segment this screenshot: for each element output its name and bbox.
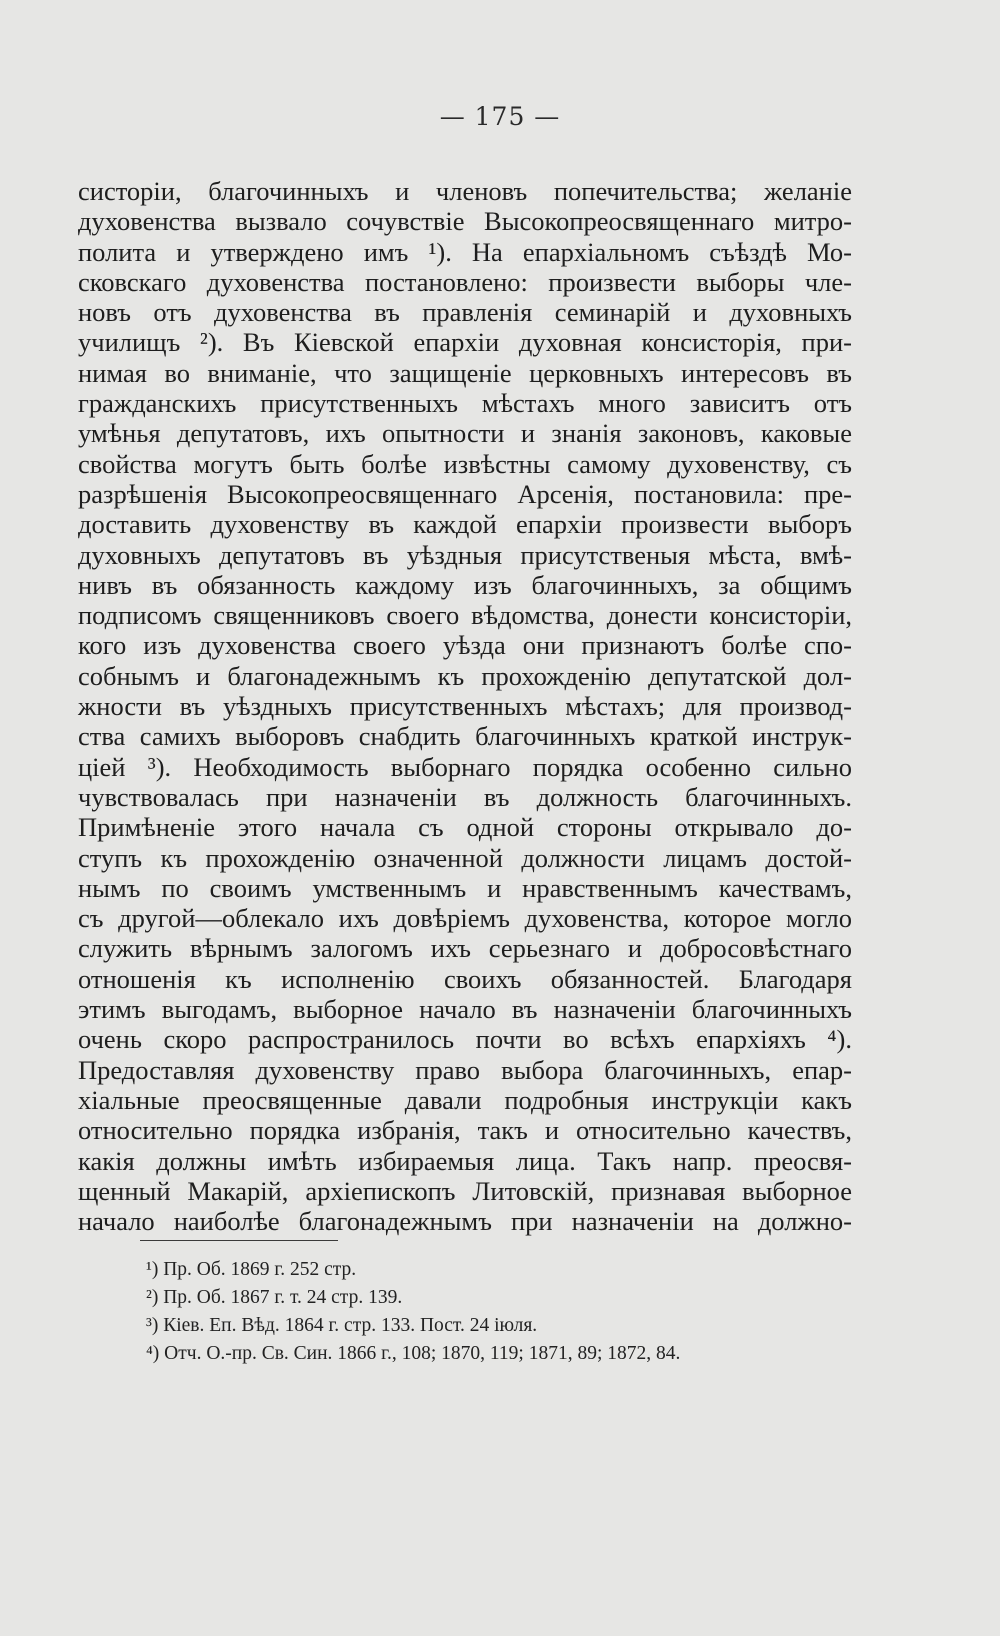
body-text <box>78 176 852 1236</box>
body-line: свойства могутъ быть болѣе извѣстны самому духовенству, съ <box>78 448 852 479</box>
body-line: собнымъ и благонадежнымъ къ прохожденiю депутатской дол- <box>78 660 852 691</box>
body-line: духовенства вызвало сочувствiе Высокопреосвященнаго митро- <box>78 206 852 237</box>
footnotes <box>146 1256 846 1368</box>
body-line: жности въ уѣздныхъ присутственныхъ мѣстахъ; для производ- <box>78 691 852 722</box>
body-line: подписомъ священниковъ своего вѣдомства, донести консисторiи, <box>78 600 852 631</box>
body-line: хiальные преосвященные давали подробныя инструкцiи какъ <box>78 1084 852 1115</box>
body-line: Предоставляя духовенству право выбора благочинныхъ, епар- <box>78 1054 852 1085</box>
body-line: умѣнья депутатовъ, ихъ опытности и знанiя законовъ, каковые <box>78 418 852 449</box>
body-line: кого изъ духовенства своего уѣзда они признаютъ болѣе спо- <box>78 630 852 661</box>
footnote: ²) Пр. Об. 1867 г. т. 24 стр. 139. <box>146 1287 403 1308</box>
body-line: цiей ³). Необходимость выборнаго порядка особенно сильно <box>78 751 852 782</box>
body-line: духовныхъ депутатовъ въ уѣздныя присутственыя мѣста, вмѣ- <box>78 539 852 570</box>
body-line: полита и утверждено имъ ¹). На епархiальномъ съѣздѣ Мо- <box>78 236 852 267</box>
body-line: систорiи, благочинныхъ и членовъ попечительства; желанiе <box>78 176 852 206</box>
body-line: новъ отъ духовенства въ правленiя семинарiй и духовныхъ <box>78 297 852 328</box>
body-line: этимъ выгодамъ, выборное начало въ назначенiи благочинныхъ <box>78 994 852 1025</box>
body-line: нимая во вниманiе, что защищенiе церковныхъ интересовъ въ <box>78 357 852 388</box>
page-number: — 175 — <box>439 102 561 131</box>
body-line: гражданскихъ присутственныхъ мѣстахъ много зависитъ отъ <box>78 388 852 419</box>
body-line: училищъ ²). Въ Кiевской епархiи духовная консисторiя, при- <box>78 327 852 358</box>
footnote: ³) Кiев. Еп. Вѣд. 1864 г. стр. 133. Пост. 24 iюля. <box>146 1315 538 1336</box>
body-line: ступъ къ прохожденiю означенной должности лицамъ достой- <box>78 842 852 873</box>
body-line: нивъ въ обязанность каждому изъ благочинныхъ, за общимъ <box>78 569 852 600</box>
footnote: ⁴) Отч. О.-пр. Св. Син. 1866 г., 108; 1870, 119; 1871, 89; 1872, 84. <box>146 1343 681 1364</box>
body-line: Примѣненiе этого начала съ одной стороны открывало до- <box>78 812 852 843</box>
body-line: сковскаго духовенства постановлено: произвести выборы чле- <box>78 266 852 297</box>
footnote-divider <box>140 1240 338 1241</box>
body-line: начало наиболѣе благонадежнымъ при назначенiи на должно- <box>78 1206 852 1237</box>
body-line: щенный Макарiй, архiепископъ Литовскiй, признавая выборное <box>78 1175 852 1206</box>
body-line: служить вѣрнымъ залогомъ ихъ серьезнаго и добросовѣстнаго <box>78 933 852 964</box>
body-line: относительно порядка избранiя, такъ и относительно качествъ, <box>78 1115 852 1146</box>
body-line: какiя должны имѣть избираемыя лица. Такъ напр. преосвя- <box>78 1145 852 1176</box>
body-line: чувствовалась при назначенiи въ должность благочинныхъ. <box>78 781 852 812</box>
body-line: съ другой—облекало ихъ довѣрiемъ духовенства, которое могло <box>78 903 852 934</box>
footnote: ¹) Пр. Об. 1869 г. 252 стр. <box>146 1259 357 1280</box>
body-line: доставить духовенству въ каждой епархiи произвести выборъ <box>78 509 852 540</box>
body-line: разрѣшенiя Высокопреосвященнаго Арсенiя, постановила: пре- <box>78 478 852 509</box>
body-line: очень скоро распространилось почти во всѣхъ епархiяхъ ⁴). <box>78 1024 852 1055</box>
body-line: ства самихъ выборовъ снабдить благочинныхъ краткой инструк- <box>78 721 852 752</box>
body-line: нымъ по своимъ умственнымъ и нравственнымъ качествамъ, <box>78 872 852 903</box>
body-line: отношенiя къ исполненiю своихъ обязанностей. Благодаря <box>78 963 852 994</box>
